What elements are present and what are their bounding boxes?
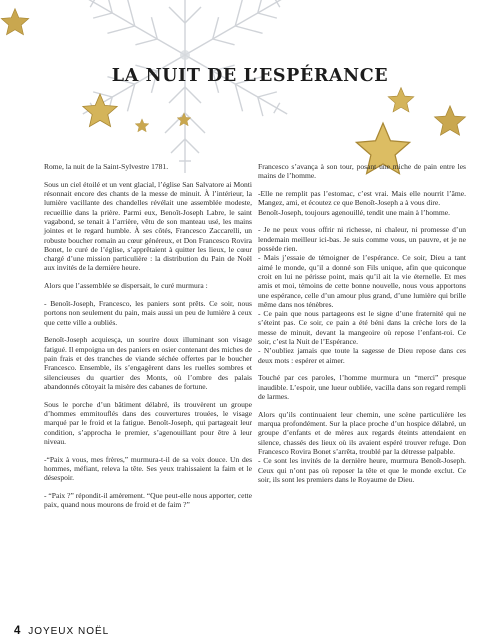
paragraph: Francesco s’avança à son tour, posant une miche de pain entre les mains de l’homme. xyxy=(258,162,466,181)
page-number: 4 xyxy=(14,625,22,637)
article-title: LA NUIT DE L’ESPÉRANCE xyxy=(111,66,389,86)
paragraph: - Benoît-Joseph, Francesco, les paniers sont prêts. Ce soir, nous portons non seulement du pain, mais aussi un peu de lumière à ceux que cette ville a oubliés. xyxy=(44,299,252,327)
page-footer xyxy=(14,625,109,637)
paragraph: Alors que l’assemblée se dispersait, le curé murmura : xyxy=(44,281,208,291)
paragraph: - “Paix ?” répondit-il amèrement. “Que peut-elle nous apporter, cette paix, quand nous mourons de froid et de faim ?” xyxy=(44,491,252,510)
gold-star-icon xyxy=(432,104,468,140)
paragraph: Alors qu’ils continuaient leur chemin, une scène particulière les marqua profondément. Sur la place proche d’un hospice délabré, un groupe d’enfants et de mères aux regards éteints attendaient en silence, chassés des lieux où ils avaient espéré trouver refuge. Don Francesco Rovira Bonet s’arrêta, troublé par la détresse palpable. - Ce sont les invités de la dernière heure, murmura Benoît-Joseph. Ceux qui n’ont pas où reposer la tête et que le monde exclut. Ce soir, ils sont les premiers dans le Royaume de Dieu. xyxy=(258,409,466,484)
snowflake-icon xyxy=(60,0,310,180)
paragraph: - Je ne peux vous offrir ni richesse, ni chaleur, ni promesse d’un lendemain meilleur ici-bas. Je suis comme vous, un pauvre, et je ne possède rien. - Mais j’essaie de témoigner de l’espérance. Ce soir, Dieu a tant aimé le monde, qu’il a donné son Fils unique, afin que quiconque croit en lui ne périsse point, mais qu’il ait la vie éternelle. Et mes amis et moi, témoins de cette bonne nouvelle, nous vous apportons une espérance, celle d’un amour plus grand, d’une lumière qui brille même dans nos ténèbres. - Ce pain que nous partageons est le signe d’une fraternité qui ne s’éteint pas. Ce soir, ce pain a été béni dans la crèche lors de la messe de minuit, devant la mangeoire où repose l’enfant-roi. Ce soir, c’est la Nuit de l’Espérance. - N’oubliez jamais que toute la sagesse de Dieu repose dans ces deux mots : espérer et aimer. xyxy=(258,225,466,365)
paragraph: -“Paix à vous, mes frères,” murmura-t-il de sa voix douce. Un des hommes, méfiant, releva la tête. Ses yeux trahissaient la faim et le désespoir. xyxy=(44,454,252,483)
gold-star-icon xyxy=(80,92,120,132)
left-column xyxy=(44,162,252,518)
paragraph: Touché par ces paroles, l’homme murmura un “merci” presque inaudible. L’espoir, une lueur oubliée, vacilla dans son regard rempli de larmes. xyxy=(258,373,466,402)
gold-star-icon xyxy=(176,112,192,128)
paragraph: -Elle ne remplit pas l’estomac, c’est vrai. Mais elle nourrit l’âme. Mangez, ami, et écoutez ce que Benoît-Joseph a à vous dire. Benoît-Joseph, toujours agenouillé, tendit une main à l’homme. xyxy=(258,189,466,217)
gold-star-icon xyxy=(386,86,416,116)
magazine-name: JOYEUX NOËL xyxy=(28,626,110,637)
paragraph: Rome, la nuit de la Saint-Sylvestre 1781. xyxy=(44,162,169,171)
right-column xyxy=(258,162,466,493)
paragraph: Sous un ciel étoilé et un vent glacial, l’église San Salvatore ai Monti résonnait encore des chants de la messe de minuit. À l’intérieur, la lumière vacillante des chandelles révélait une assemblée modeste, recueillie dans la prière. Parmi eux, Benoît-Joseph Labre, le saint vagabond, se tenait à l’arrière, vêtu de son manteau usé, les mains jointes et le regard humble. À ses côtés, Francesco Zaccarelli, un robuste boucher romain au cœur généreux, et Don Francesco Rovira Bonet, le curé de l’église, s’apprêtaient à quitter les lieux, le cœur chargé d’une mission particulière : la distribution du Pain de Noël aux invités de la dernière heure. xyxy=(44,179,252,273)
paragraph: Benoît-Joseph acquiesça, un sourire doux illuminant son visage fatigué. Il empoigna un des paniers en osier contenant des miches de pain frais et des tranches de viande séchée offertes par le boucher Francesco. Ensemble, ils s’engagèrent dans les ruelles sombres et silencieuses du quartier des Monts, où l’ombre des palais abandonnés côtoyait la misère des cabanes de fortune. xyxy=(44,335,252,391)
paragraph: Sous le porche d’un bâtiment délabré, ils trouvèrent un groupe d’hommes emmitouflés dans des couvertures trouées, le visage marqué par le froid et la fatigue. Benoît-Joseph, qui partageait leur condition, s’approcha le premier, s’agenouillant pour être à leur niveau. xyxy=(44,399,252,446)
gold-star-icon xyxy=(134,118,150,134)
gold-star-icon xyxy=(0,7,31,39)
